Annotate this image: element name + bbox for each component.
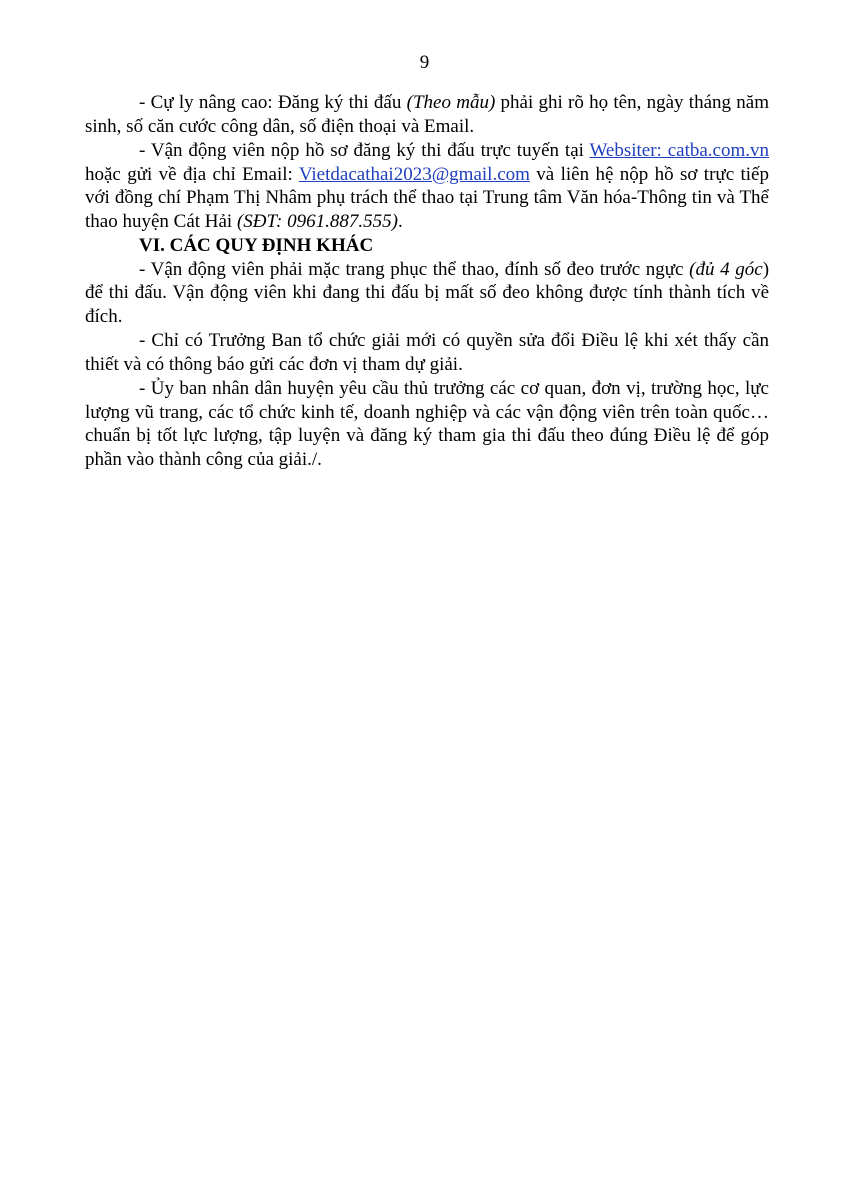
paragraph-registration-advanced: [85, 91, 769, 138]
paragraph-text: hoặc gửi về địa chỉ Email:: [85, 163, 299, 185]
paragraph-submission: [85, 139, 769, 233]
paragraph-amendment: [85, 329, 769, 376]
paragraph-text: - Vận động viên nộp hồ sơ đăng ký thi đấu trực tuyến tại: [139, 140, 590, 161]
phone-note: (SĐT: 0961.887.555): [236, 210, 398, 232]
paragraph-text: - Chỉ có Trưởng Ban tổ chức giải mới có quyền sửa đổi Điều lệ khi xét thấy cần thiết và có thông báo gửi các đơn vị tham dự giải.: [85, 330, 769, 375]
paragraph-text: .: [397, 210, 403, 232]
document-body: [85, 91, 769, 472]
corner-note: (đủ 4 góc: [689, 258, 763, 280]
form-note: (Theo mẫu): [406, 92, 496, 113]
website-link[interactable]: Websiter: catba.com.vn: [589, 140, 769, 161]
email-link[interactable]: Vietdacathai2023@gmail.com: [298, 163, 530, 185]
page-number: 9: [419, 52, 430, 73]
paragraph-text: ) để thi đấu. Vận động viên khi đang thi đấu bị mất số đeo không được tính thành tích về đích.: [85, 258, 770, 327]
paragraph-text: - Cự ly nâng cao: Đăng ký thi đấu: [139, 92, 407, 113]
paragraph-request: [85, 377, 769, 471]
section-heading: VI. CÁC QUY ĐỊNH KHÁC: [139, 235, 374, 256]
paragraph-text: và liên hệ nộp hồ sơ trực tiếp với đồng chí Phạm Thị Nhâm phụ trách thể thao tại Trung tâm Văn hóa-Thông tin và Thể thao huyện Cát Hải: [85, 163, 769, 232]
paragraph-text: - Vận động viên phải mặc trang phục thể thao, đính số đeo trước ngực: [139, 258, 690, 280]
paragraph-attire: [85, 258, 769, 329]
paragraph-text: - Ủy ban nhân dân huyện yêu cầu thủ trưởng các cơ quan, đơn vị, trường học, lực lượng vũ trang, các tổ chức kinh tế, doanh nghiệp và các vận động viên trên toàn quốc…chuẩn bị tốt lực lượng, tập luyện và đăng ký tham gia thi đấu theo đúng Điều lệ để góp phần vào thành công của giải./.: [85, 378, 769, 470]
paragraph-text: phải ghi rõ họ tên, ngày tháng năm sinh, số căn cước công dân, số điện thoại và Email.: [85, 92, 769, 137]
